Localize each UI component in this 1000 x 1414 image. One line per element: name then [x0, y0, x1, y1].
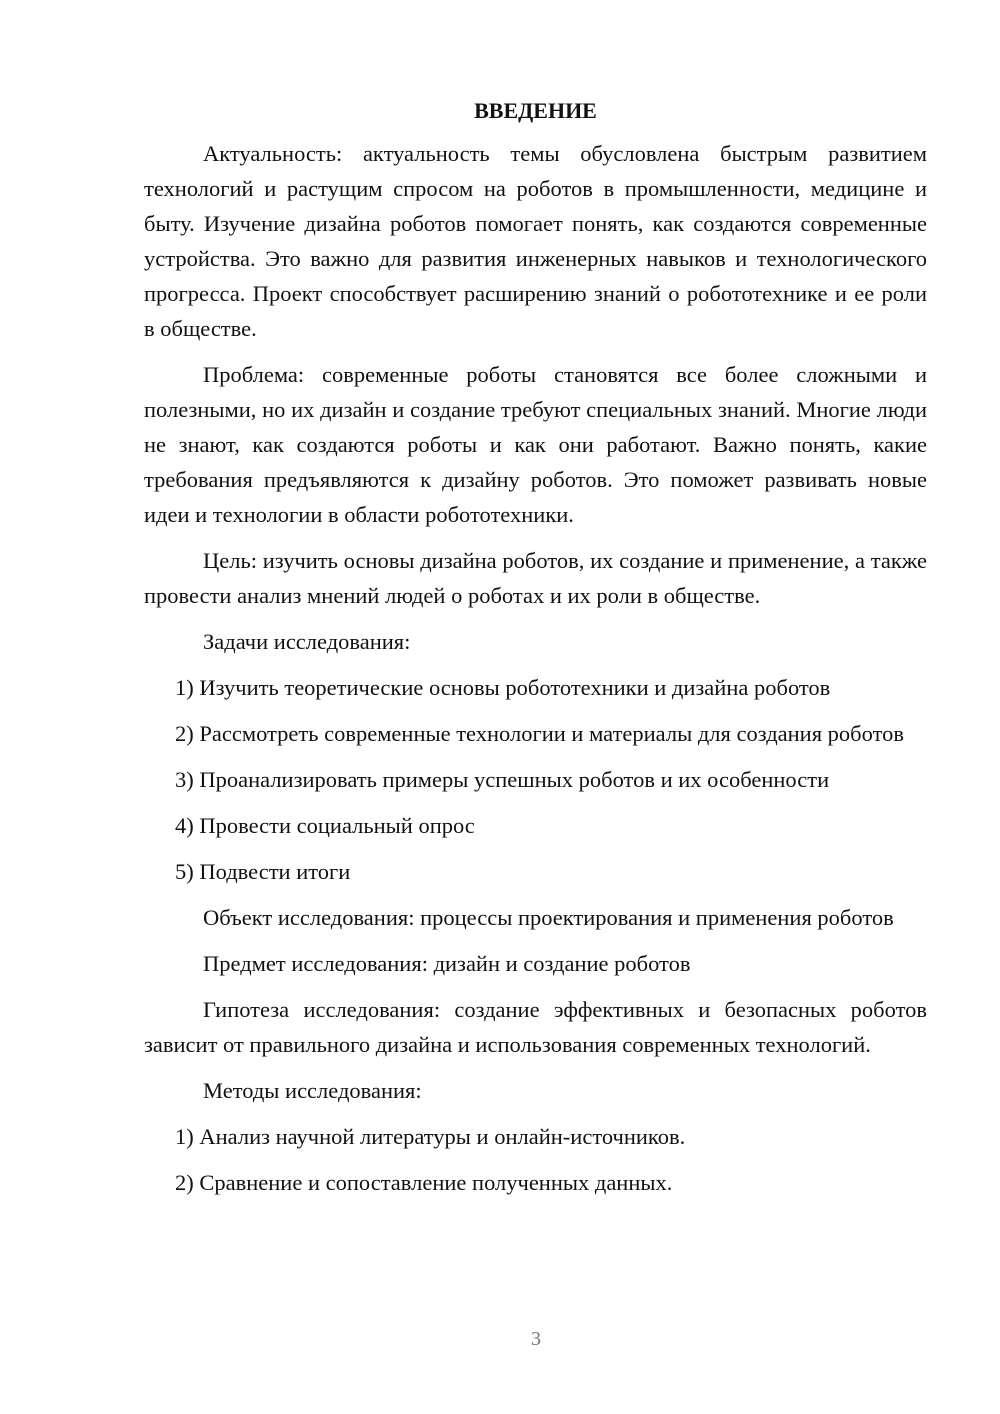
list-item: 5) Подвести итоги — [175, 859, 351, 884]
tasks-heading: Задачи исследования: — [203, 629, 411, 654]
tasks-list — [144, 670, 927, 889]
paragraph-goal: Цель: изучить основы дизайна роботов, их создание и применение, а также провести анализ мнений людей о роботах и их роли в обществе. — [144, 548, 927, 608]
paragraph-hypothesis: Гипотеза исследования: создание эффективных и безопасных роботов зависит от правильного дизайна и использования современных технологий. — [144, 997, 927, 1057]
list-item: 4) Провести социальный опрос — [175, 813, 475, 838]
paragraph-subject: Предмет исследования: дизайн и создание роботов — [203, 951, 691, 976]
page-number: 3 — [531, 1328, 541, 1350]
page-title: ВВЕДЕНИЕ — [474, 98, 597, 123]
methods-heading: Методы исследования: — [203, 1078, 422, 1103]
paragraph-actuality: Актуальность: актуальность темы обусловлена быстрым развитием технологий и растущим спросом на роботов в промышленности, медицине и быту. Изучение дизайна роботов помогает понять, как создаются современные устройства. Это важно для развития инженерных навыков и технологического прогресса. Проект способствует расширению знаний о робототехнике и ее роли в обществе. — [144, 141, 927, 341]
list-item: 2) Сравнение и сопоставление полученных данных. — [175, 1170, 673, 1195]
paragraph-problem: Проблема: современные роботы становятся все более сложными и полезными, но их дизайн и создание требуют специальных знаний. Многие люди не знают, как создаются роботы и как они работают. Важно понять, какие требования предъявляются к дизайну роботов. Это поможет развивать новые идеи и технологии в области робототехники. — [144, 362, 927, 527]
page-content — [144, 96, 927, 1211]
list-item: 2) Рассмотреть современные технологии и материалы для создания роботов — [175, 721, 904, 746]
list-item: 1) Изучить теоретические основы робототехники и дизайна роботов — [175, 675, 831, 700]
list-item: 3) Проанализировать примеры успешных роботов и их особенности — [175, 767, 830, 792]
methods-list — [144, 1119, 927, 1200]
paragraph-object: Объект исследования: процессы проектирования и применения роботов — [203, 905, 894, 930]
list-item: 1) Анализ научной литературы и онлайн-источников. — [175, 1124, 686, 1149]
